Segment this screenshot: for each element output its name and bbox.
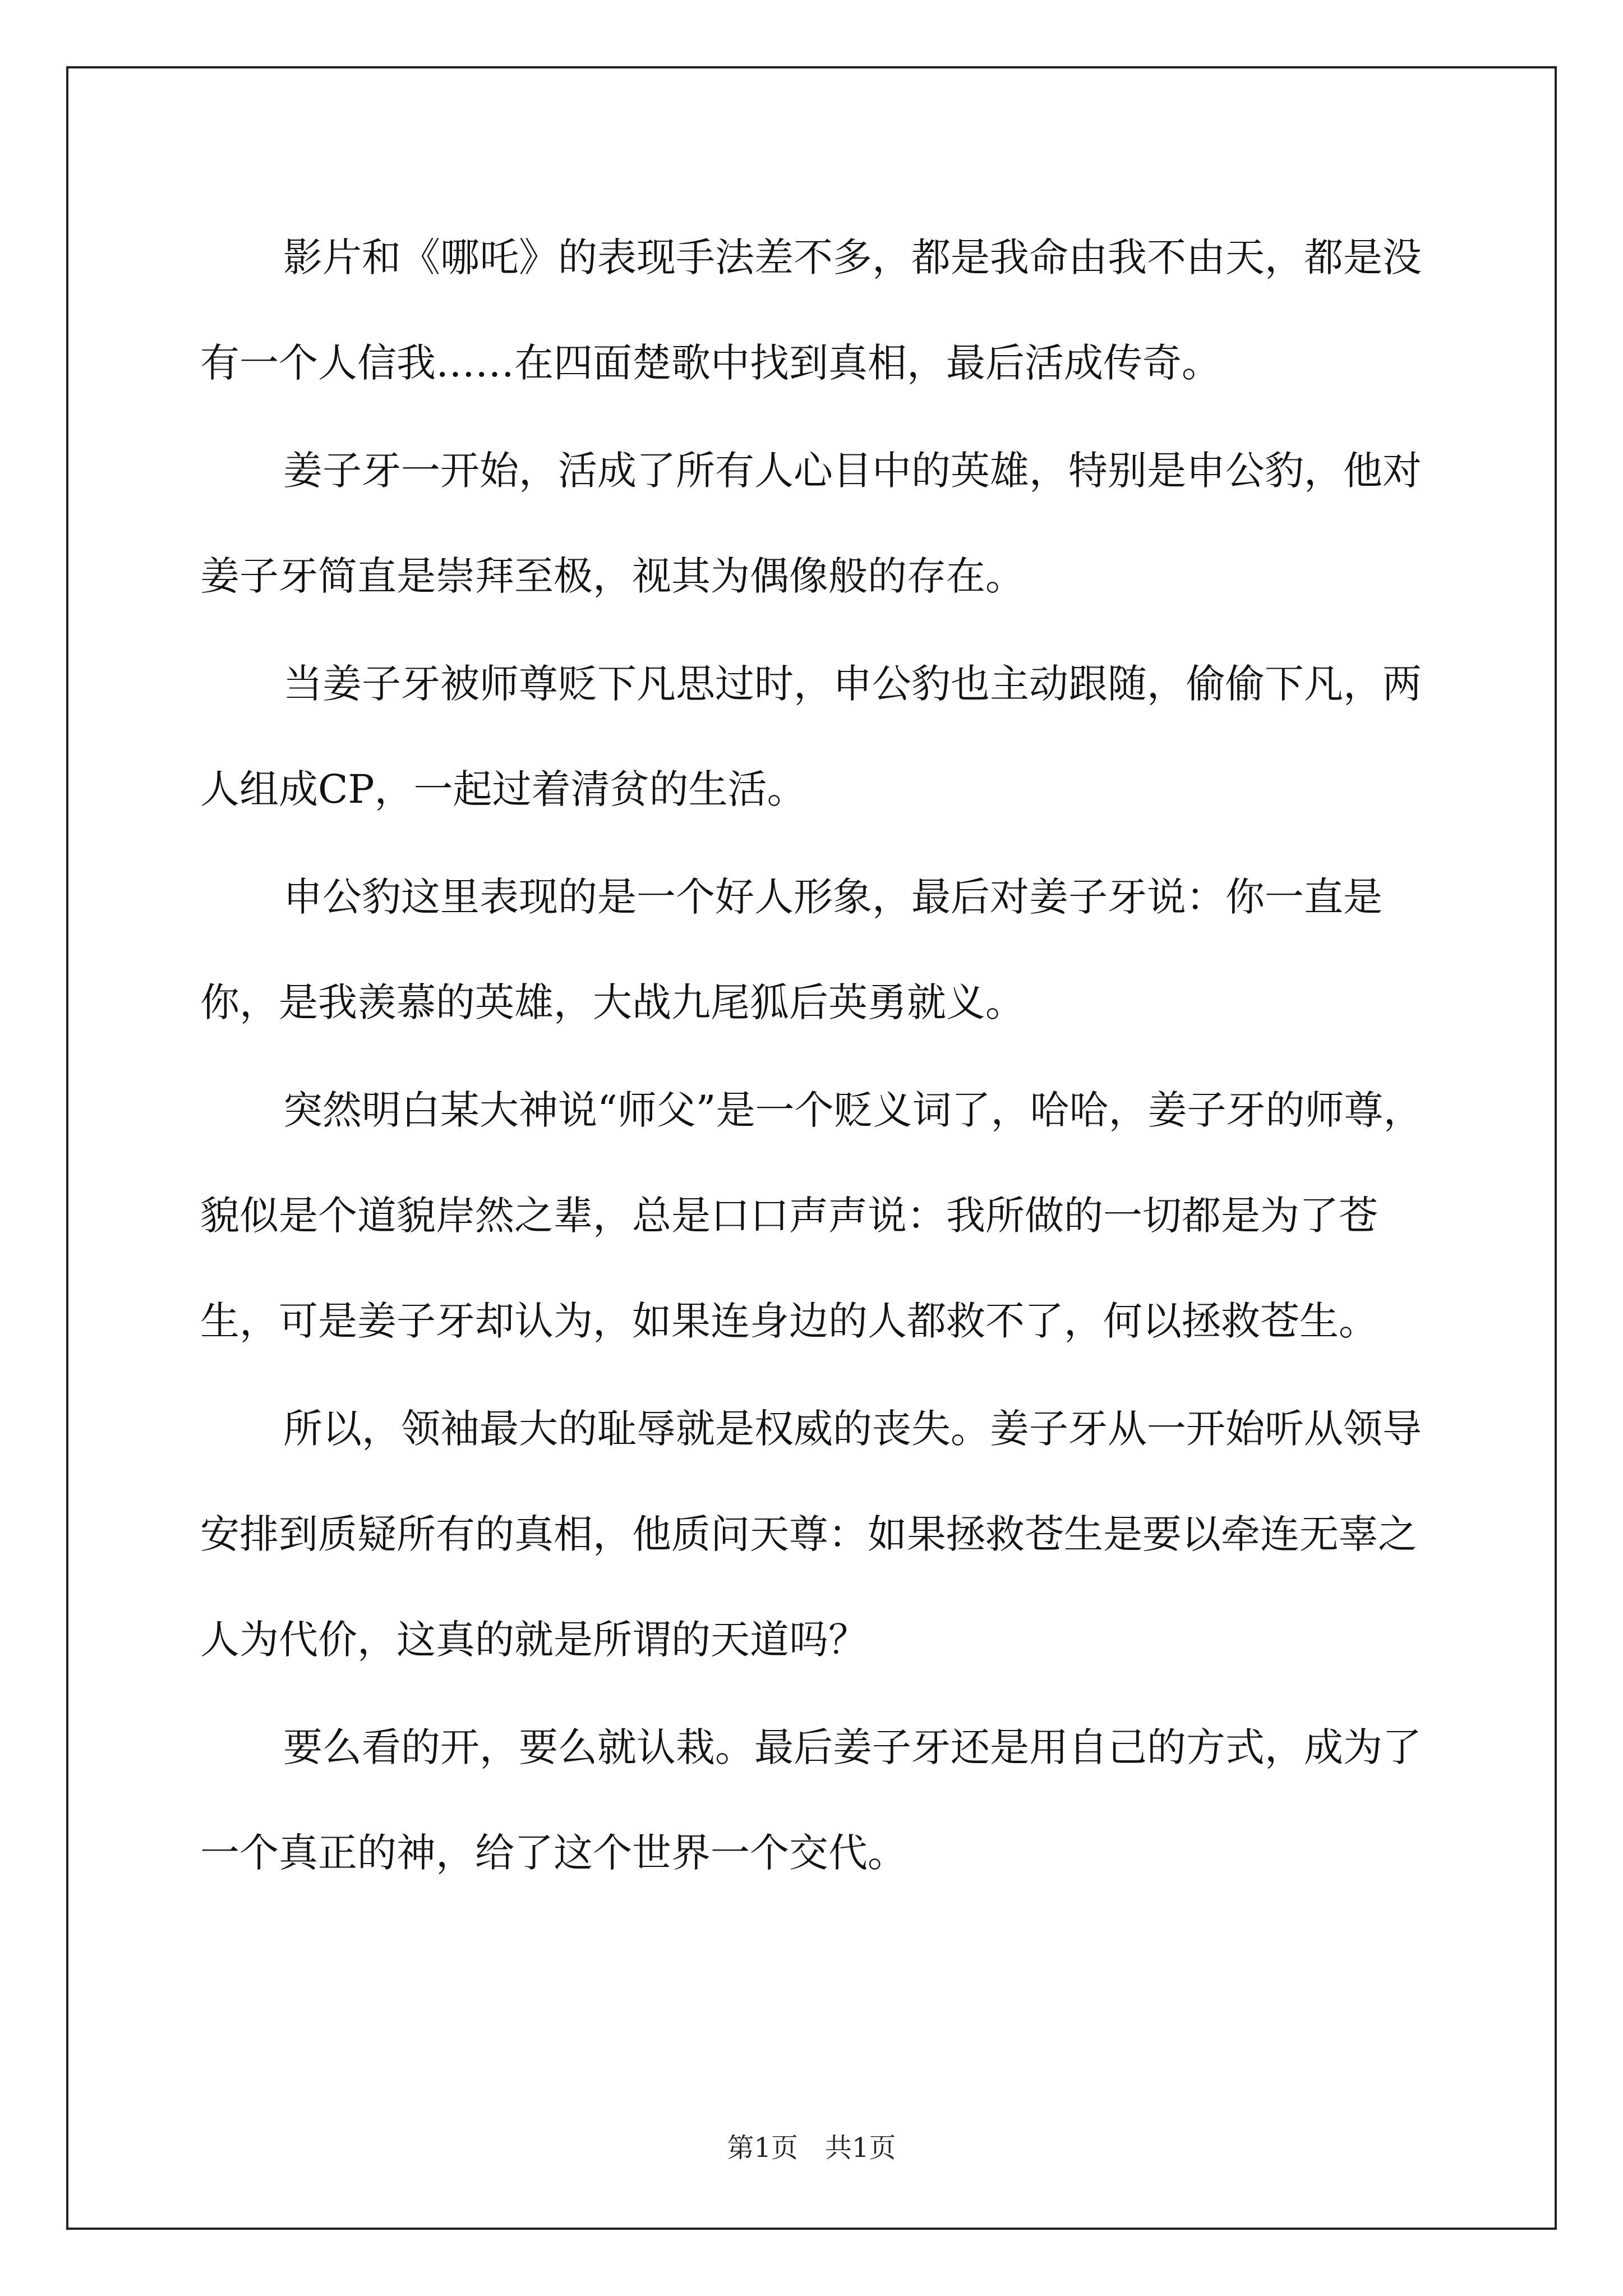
paragraph: 影片和《哪吒》的表现手法差不多，都是我命由我不由天，都是没有一个人信我……在四面楚歌中找到真相，最后活成传奇。	[200, 234, 1422, 386]
paragraph: 突然明白某大神说“师父”是一个贬义词了，哈哈，姜子牙的师尊，貌似是个道貌岸然之辈，总是口口声声说：我所做的一切都是为了苍生，可是姜子牙却认为，如果连身边的人都救不了，何以拯救苍生。	[200, 1087, 1423, 1344]
paragraph: 当姜子牙被师尊贬下凡思过时，申公豹也主动跟随，偷偷下凡，两人组成CP，一起过着清贫的生活。	[200, 661, 1422, 812]
page-footer: 第1页 共1页	[727, 2132, 896, 2164]
paragraph: 要么看的开，要么就认栽。最后姜子牙还是用自己的方式，成为了一个真正的神，给了这个世界一个交代。	[200, 1724, 1422, 1876]
paragraph: 申公豹这里表现的是一个好人形象，最后对姜子牙说：你一直是你，是我羡慕的英雄，大战九尾狐后英勇就义。	[200, 874, 1382, 1025]
paragraph: 姜子牙一开始，活成了所有人心目中的英雄，特别是申公豹，他对姜子牙简直是崇拜至极，视其为偶像般的存在。	[200, 448, 1422, 599]
paragraph: 所以，领袖最大的耻辱就是权威的丧失。姜子牙从一开始听从领导安排到质疑所有的真相，他质问天尊：如果拯救苍生是要以牵连无辜之人为代价，这真的就是所谓的天道吗？	[200, 1406, 1422, 1663]
document-body	[200, 205, 1430, 1908]
